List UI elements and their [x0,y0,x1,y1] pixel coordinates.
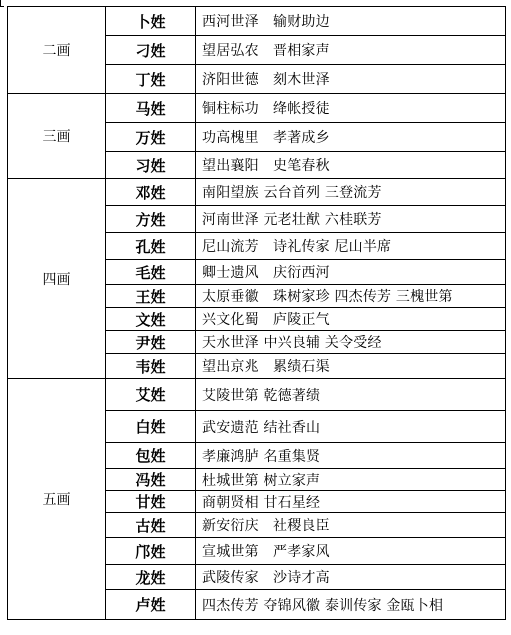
couplet-cell: 武安遗范 结社香山 [196,411,506,443]
couplet-cell: 铜柱标功 绛帐授徒 [196,94,506,123]
stroke-count-cell: 二画 [8,7,106,94]
surname-cell: 龙姓 [106,565,196,590]
surname-couplet-table [7,6,506,620]
couplet-cell: 济阳世德 刻木世泽 [196,65,506,94]
couplet-cell: 河南世泽 元老壮猷 六桂联芳 [196,206,506,233]
surname-cell: 文姓 [106,308,196,331]
surname-cell: 甘姓 [106,491,196,513]
couplet-cell: 艾陵世第 乾德著绩 [196,379,506,411]
couplet-cell: 武陵传家 沙诗才高 [196,565,506,590]
table-row [8,94,506,123]
couplet-cell: 望居弘农 晋相家声 [196,36,506,65]
surname-cell: 冯姓 [106,469,196,491]
surname-cell: 万姓 [106,123,196,152]
couplet-cell: 四杰传芳 夺锦风徽 泰训传家 金瓯卜相 [196,590,506,620]
couplet-cell: 杜城世第 树立家声 [196,469,506,491]
couplet-cell: 望出京兆 累绩石渠 [196,354,506,379]
surname-cell: 艾姓 [106,379,196,411]
stroke-count-cell: 五画 [8,379,106,620]
surname-cell: 孔姓 [106,233,196,260]
surname-cell: 卜姓 [106,7,196,36]
surname-cell: 方姓 [106,206,196,233]
surname-cell: 尹姓 [106,331,196,354]
couplet-cell: 功高槐里 孝著成乡 [196,123,506,152]
table-row [8,379,506,411]
table-row [8,179,506,206]
surname-cell: 白姓 [106,411,196,443]
surname-cell: 习姓 [106,152,196,179]
couplet-cell: 太原垂徽 珠树家珍 四杰传芳 三槐世第 [196,285,506,308]
surname-cell: 古姓 [106,513,196,538]
stroke-count-cell: 三画 [8,94,106,179]
couplet-cell: 孝廉鸿胪 名重集贤 [196,443,506,469]
couplet-cell: 望出襄阳 史笔春秋 [196,152,506,179]
surname-cell: 马姓 [106,94,196,123]
couplet-cell: 宣城世第 严孝家风 [196,538,506,565]
couplet-cell: 商朝贤相 甘石星经 [196,491,506,513]
surname-cell: 韦姓 [106,354,196,379]
couplet-cell: 尼山流芳 诗礼传家 尼山半席 [196,233,506,260]
surname-cell: 丁姓 [106,65,196,94]
table-row [8,7,506,36]
couplet-cell: 兴文化蜀 庐陵正气 [196,308,506,331]
couplet-cell: 西河世泽 输财助边 [196,7,506,36]
surname-cell: 卢姓 [106,590,196,620]
couplet-cell: 卿士遗风 庆衍西河 [196,260,506,285]
surname-cell: 毛姓 [106,260,196,285]
couplet-cell: 天水世泽 中兴良辅 关令受经 [196,331,506,354]
surname-cell: 刁姓 [106,36,196,65]
corner-mark [0,0,4,7]
surname-cell: 邓姓 [106,179,196,206]
stroke-count-cell: 四画 [8,179,106,379]
surname-cell: 包姓 [106,443,196,469]
surname-cell: 王姓 [106,285,196,308]
couplet-cell: 新安衍庆 社稷良臣 [196,513,506,538]
couplet-cell: 南阳望族 云台首列 三登流芳 [196,179,506,206]
surname-cell: 邝姓 [106,538,196,565]
